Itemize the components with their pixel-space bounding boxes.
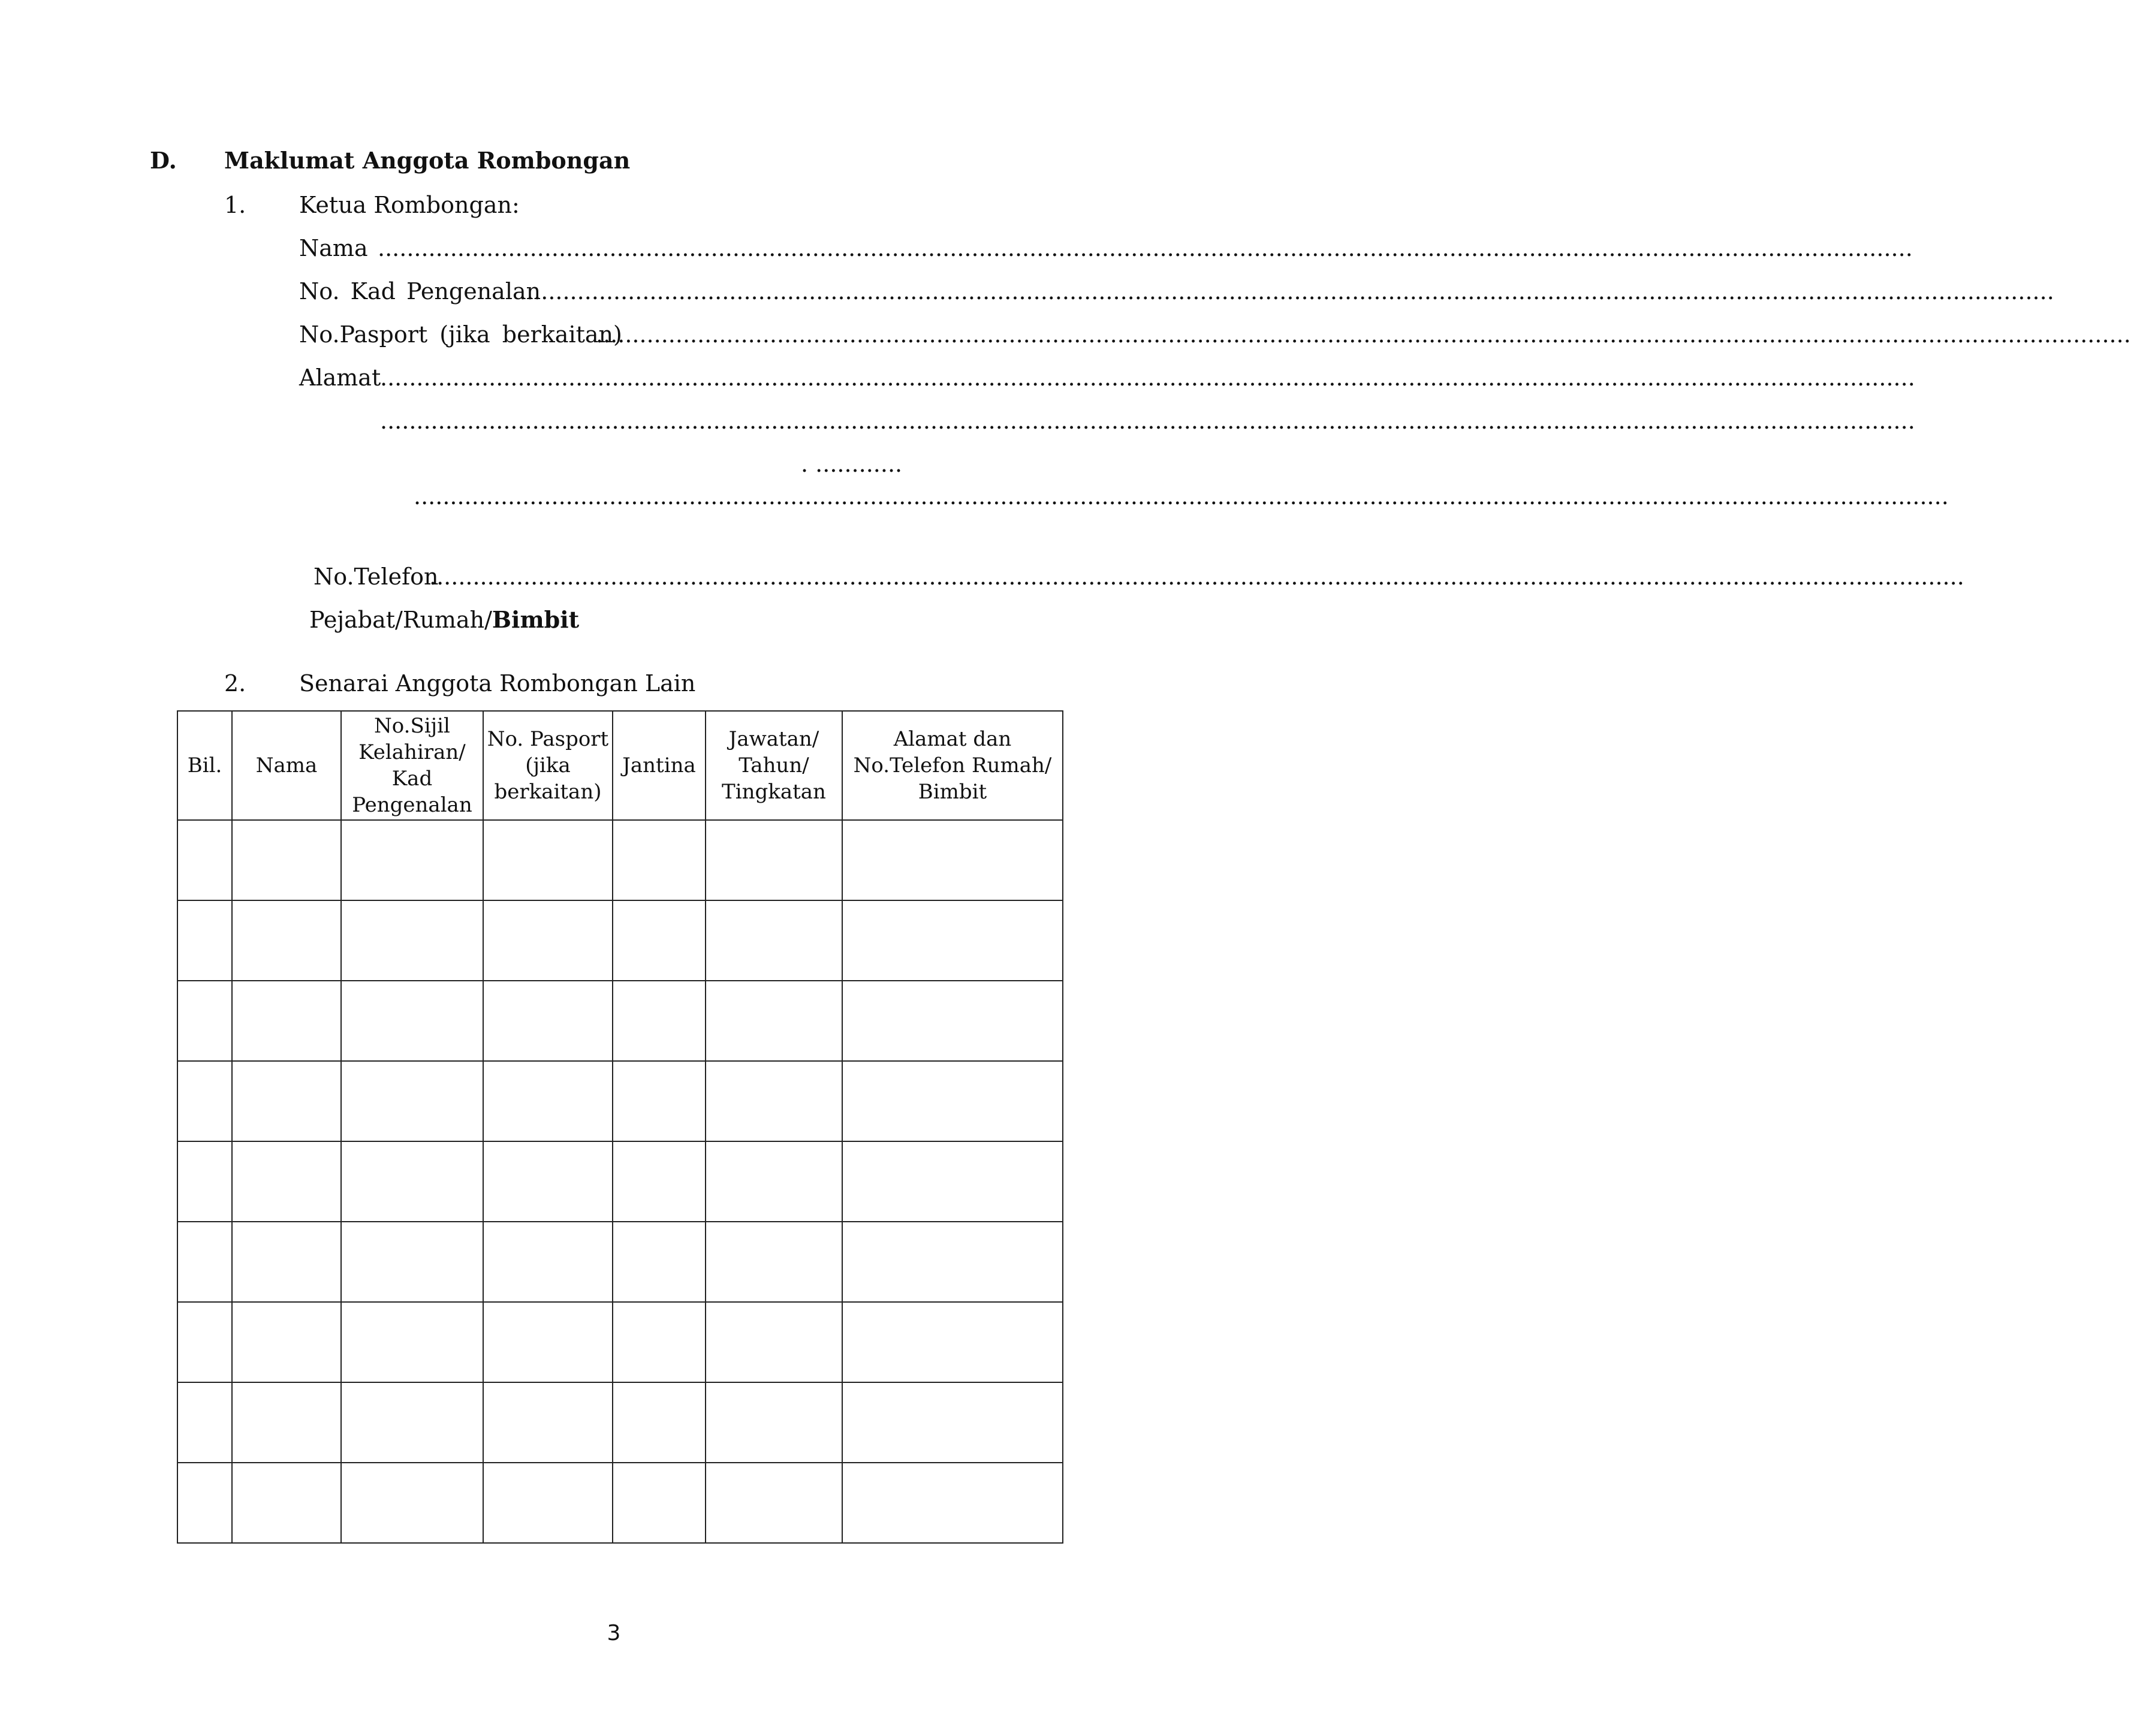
table-cell[interactable] xyxy=(483,1382,613,1463)
header-sijil-kad: No.Sijil Kelahiran/ Kad Pengenalan xyxy=(341,711,483,820)
table-cell[interactable] xyxy=(842,1222,1063,1302)
table-cell[interactable] xyxy=(177,1061,232,1141)
header-jantina: Jantina xyxy=(613,711,706,820)
table-cell[interactable] xyxy=(341,981,483,1061)
table-cell[interactable] xyxy=(842,1141,1063,1222)
nama-label: Nama xyxy=(299,235,368,261)
pasport-fill-line[interactable]: .................................................................................................................................................................................................................... xyxy=(596,321,2131,348)
item1-heading: Ketua Rombongan: xyxy=(299,192,520,218)
table-cell[interactable] xyxy=(483,1061,613,1141)
table-cell[interactable] xyxy=(232,1463,341,1543)
members-table xyxy=(177,710,1063,1544)
table-cell[interactable] xyxy=(232,1061,341,1141)
table-cell[interactable] xyxy=(613,1463,706,1543)
table-cell[interactable] xyxy=(341,900,483,981)
section-letter: D. xyxy=(150,147,177,174)
table-cell[interactable] xyxy=(232,1222,341,1302)
table-cell[interactable] xyxy=(341,1302,483,1382)
table-row xyxy=(177,1302,1063,1382)
table-cell[interactable] xyxy=(706,1382,842,1463)
table-row xyxy=(177,1382,1063,1463)
nama-fill-line[interactable]: .................................................................................................................................................................................................................... xyxy=(378,235,1913,261)
table-cell[interactable] xyxy=(177,1382,232,1463)
table-cell[interactable] xyxy=(177,1141,232,1222)
table-cell[interactable] xyxy=(341,820,483,900)
table-cell[interactable] xyxy=(706,1302,842,1382)
table-cell[interactable] xyxy=(842,1061,1063,1141)
alamat-fill-line-1[interactable]: .................................................................................................................................................................................................................... xyxy=(380,364,1915,391)
telefon-label: No.Telefon xyxy=(314,563,439,590)
table-cell[interactable] xyxy=(483,1463,613,1543)
table-cell[interactable] xyxy=(613,1382,706,1463)
table-cell[interactable] xyxy=(232,1302,341,1382)
table-cell[interactable] xyxy=(706,1463,842,1543)
item2-heading: Senarai Anggota Rombongan Lain xyxy=(299,670,696,697)
table-cell[interactable] xyxy=(483,1302,613,1382)
table-cell[interactable] xyxy=(177,981,232,1061)
table-cell[interactable] xyxy=(613,900,706,981)
table-cell[interactable] xyxy=(232,900,341,981)
table-cell[interactable] xyxy=(483,1222,613,1302)
table-cell[interactable] xyxy=(613,1302,706,1382)
table-cell[interactable] xyxy=(842,1463,1063,1543)
table-row xyxy=(177,900,1063,981)
page-number: 3 xyxy=(607,1621,621,1645)
table-cell[interactable] xyxy=(613,1141,706,1222)
alamat-fill-line-4[interactable]: .................................................................................................................................................................................................................... xyxy=(414,483,1949,510)
table-cell[interactable] xyxy=(613,820,706,900)
table-row xyxy=(177,1061,1063,1141)
table-cell[interactable] xyxy=(706,1222,842,1302)
table-cell[interactable] xyxy=(613,1061,706,1141)
table-cell[interactable] xyxy=(232,981,341,1061)
item1-number: 1. xyxy=(224,192,246,218)
table-header-row xyxy=(177,711,1063,820)
alamat-fill-line-3[interactable]: . ............ xyxy=(801,451,903,477)
table-cell[interactable] xyxy=(613,981,706,1061)
table-cell[interactable] xyxy=(341,1141,483,1222)
table-cell[interactable] xyxy=(613,1222,706,1302)
section-title: Maklumat Anggota Rombongan xyxy=(224,147,631,174)
table-cell[interactable] xyxy=(483,820,613,900)
table-row xyxy=(177,820,1063,900)
header-alamat-telefon: Alamat dan No.Telefon Rumah/ Bimbit xyxy=(842,711,1063,820)
table-cell[interactable] xyxy=(177,900,232,981)
table-row xyxy=(177,1463,1063,1543)
header-pasport: No. Pasport (jika berkaitan) xyxy=(483,711,613,820)
header-nama: Nama xyxy=(232,711,341,820)
table-cell[interactable] xyxy=(341,1061,483,1141)
pasport-label: No.Pasport (jika berkaitan) xyxy=(299,321,622,348)
table-cell[interactable] xyxy=(177,1222,232,1302)
table-cell[interactable] xyxy=(706,1061,842,1141)
table-cell[interactable] xyxy=(177,1302,232,1382)
table-cell[interactable] xyxy=(483,1141,613,1222)
table-row xyxy=(177,981,1063,1061)
table-body xyxy=(177,820,1063,1543)
telefon-type-plain: Pejabat/Rumah/ xyxy=(309,607,492,633)
table-row xyxy=(177,1222,1063,1302)
table-cell[interactable] xyxy=(706,820,842,900)
telefon-fill-line[interactable]: .................................................................................................................................................................................................................... xyxy=(429,563,1964,590)
table-cell[interactable] xyxy=(177,820,232,900)
table-cell[interactable] xyxy=(483,981,613,1061)
kad-pengenalan-fill-line[interactable]: .................................................................................................................................................................................................................... xyxy=(519,278,2054,305)
table-cell[interactable] xyxy=(177,1463,232,1543)
table-cell[interactable] xyxy=(341,1382,483,1463)
table-cell[interactable] xyxy=(706,900,842,981)
telefon-type-bimbit: Bimbit xyxy=(492,606,580,633)
telefon-type xyxy=(309,607,579,633)
header-jawatan: Jawatan/ Tahun/ Tingkatan xyxy=(706,711,842,820)
table-cell[interactable] xyxy=(706,981,842,1061)
table-cell[interactable] xyxy=(341,1222,483,1302)
table-cell[interactable] xyxy=(483,900,613,981)
table-cell[interactable] xyxy=(341,1463,483,1543)
table-cell[interactable] xyxy=(842,900,1063,981)
table-cell[interactable] xyxy=(706,1141,842,1222)
table-cell[interactable] xyxy=(232,820,341,900)
item2-number: 2. xyxy=(224,670,246,697)
table-cell[interactable] xyxy=(842,820,1063,900)
table-cell[interactable] xyxy=(232,1382,341,1463)
table-cell[interactable] xyxy=(842,981,1063,1061)
alamat-label: Alamat xyxy=(299,364,381,391)
kad-pengenalan-label: No. Kad Pengenalan xyxy=(299,278,541,305)
table-row xyxy=(177,1141,1063,1222)
header-bil: Bil. xyxy=(177,711,232,820)
table-cell[interactable] xyxy=(842,1382,1063,1463)
table-cell[interactable] xyxy=(232,1141,341,1222)
alamat-fill-line-2[interactable]: .................................................................................................................................................................................................................... xyxy=(380,408,1915,434)
table-cell[interactable] xyxy=(842,1302,1063,1382)
